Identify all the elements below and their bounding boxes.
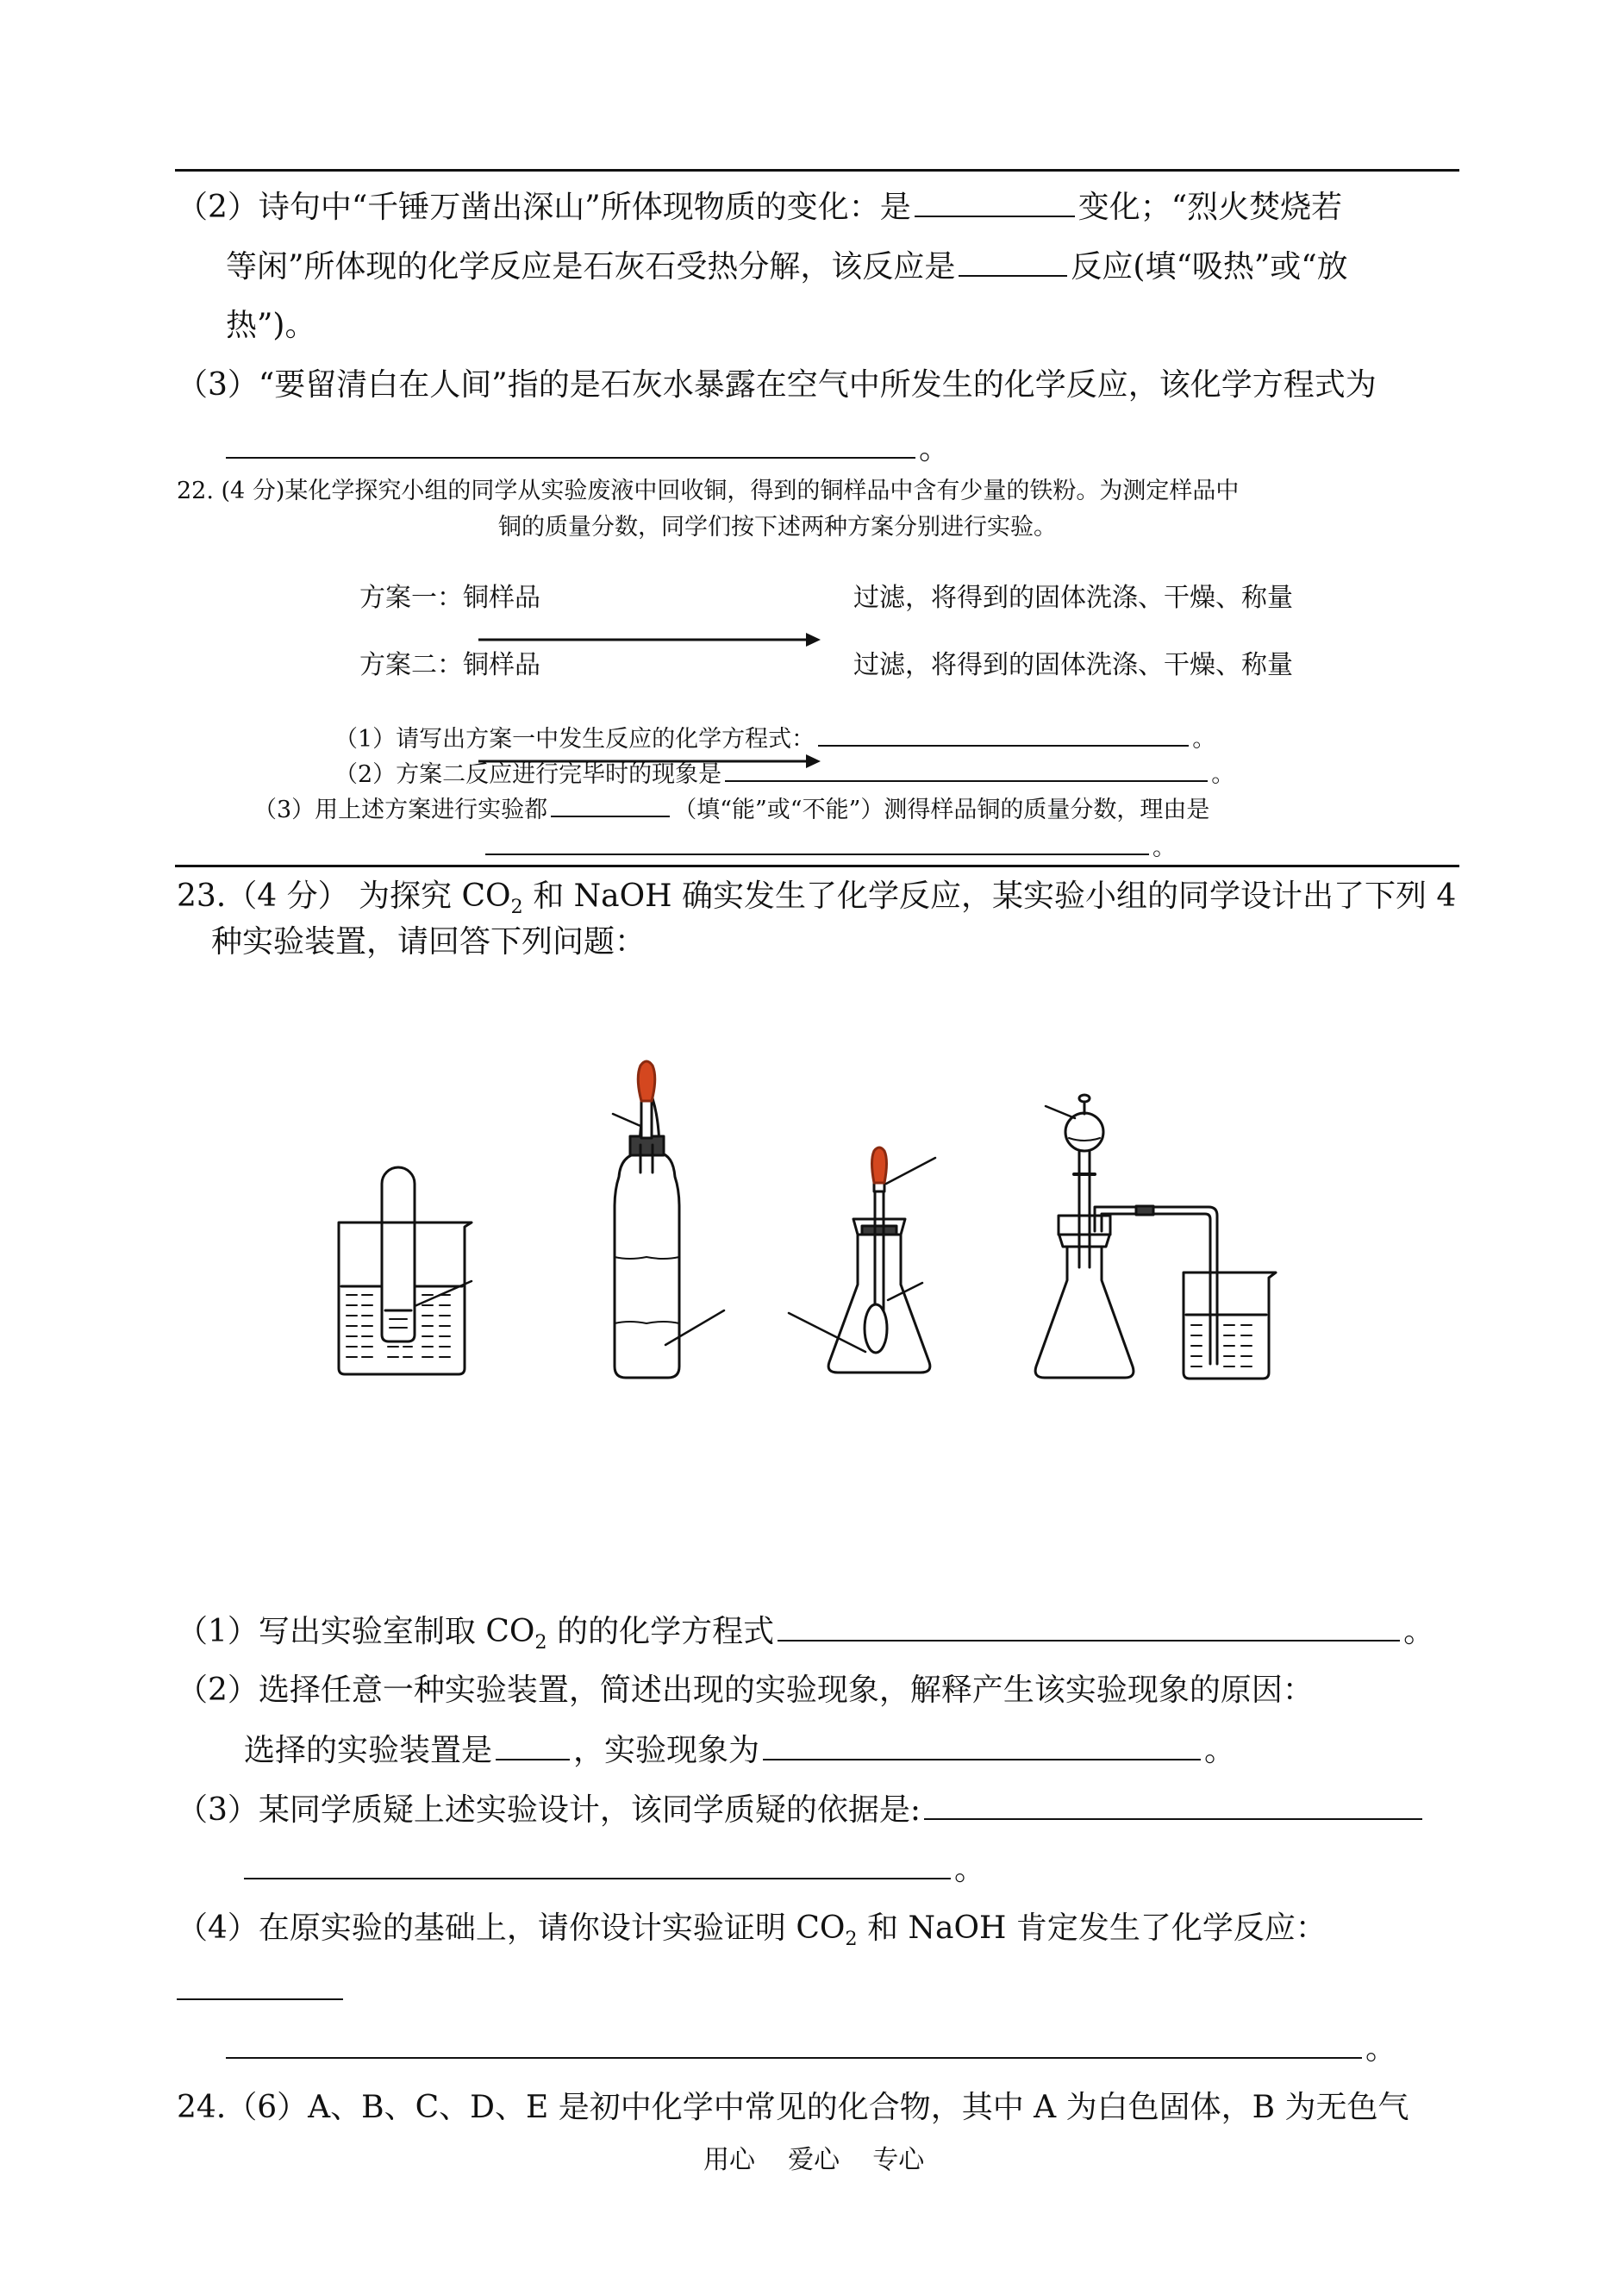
q23-sub3: （3）某同学质疑上述实验设计，该同学质疑的依据是: [177,1789,1426,1831]
q22-plan1-result: 过滤，将得到的固体洗涤、干燥、称量 [853,583,1293,613]
q23-sub2-selection: 选择的实验装置是 ，实验现象为 。 [244,1729,1235,1772]
q23-intro-line1: 23.（4 分） 为探究 $CO_2$ 和 NaOH 确实发生了化学反应，某实验小组的同学设计出了下列 4 [177,879,1457,919]
answer-blank[interactable] [496,1729,570,1760]
answer-blank[interactable] [778,1610,1400,1642]
page-footer: 用心 爱心 专心 [703,2145,925,2175]
q23-sub1: （1）写出实验室制取 $CO_2$ 的的化学方程式 。 [177,1610,1434,1663]
q22-intro-line2: 铜的质量分数，同学们按下述两种方案分别进行实验。 [498,514,1057,541]
q22-plan2-result: 过滤，将得到的固体洗涤、干燥、称量 [853,650,1293,680]
q22-sub1: （1）请写出方案一中发生反应的化学方程式： 。 [334,721,1215,755]
q22-plan1-label: 方案一：铜样品 [359,583,540,613]
q23-sub2: （2）选择任意一种实验装置，简述出现的实验现象，解释产生该实验现象的原因： [177,1673,1314,1708]
answer-blank[interactable] [763,1729,1201,1760]
answer-blank[interactable] [177,1998,343,2000]
q21-p2-line3: 热”)。 [226,308,316,343]
q22-sub3-answer: 。 [485,829,1176,864]
answer-blank[interactable] [244,1848,951,1879]
q22-sub3: （3）用上述方案进行实验都 （填“能”或“不能”）测得样品铜的质量分数，理由是 [253,791,1209,826]
q23-sub4: （4）在原实验的基础上，请你设计实验证明 $CO_2$ 和 NaOH 肯定发生了化学反应： [177,1910,1327,1951]
q21-p3-answer: 。 [226,428,950,470]
q22-sub2: （2）方案二反应进行完毕时的现象是 。 [334,756,1234,791]
q21-p3-line1: （3）“要留清白在人间”指的是石灰水暴露在空气中所发生的化学反应，该化学方程式为 [177,367,1377,403]
answer-blank[interactable] [226,2028,1362,2059]
device-2-bottle-dropper [613,1061,724,1378]
answer-blank[interactable] [924,1789,1422,1820]
q23-sub3-answer: 。 [244,1848,985,1891]
q23-sub4-answer: 。 [226,2028,1396,2070]
device-4-flask-funnel-beaker [1035,1095,1276,1379]
q21-p2-line2: 等闲”所体现的化学反应是石灰石受热分解，该反应是 反应(填“吸热”或“放 [226,246,1348,288]
device-1-beaker-test-tube [339,1167,472,1374]
q22-intro-line1: 22. (4 分)某化学探究小组的同学从实验废液中回收铜，得到的铜样品中含有少量的铁粉。为测定样品中 [177,478,1240,504]
q24-line1: 24.（6）A、B、C、D、E 是初中化学中常见的化合物，其中 A 为白色固体，B 为无色气 [177,2090,1409,2125]
q22-plan2-label: 方案二：铜样品 [359,650,540,680]
device-3-flask-balloon [789,1148,935,1373]
q21-p2-line1: （2）诗句中“千锤万凿出深山”所体现物质的变化：是 变化；“烈火焚烧若 [177,186,1342,228]
q23-intro-line2: 种实验装置，请回答下列问题： [211,924,646,960]
